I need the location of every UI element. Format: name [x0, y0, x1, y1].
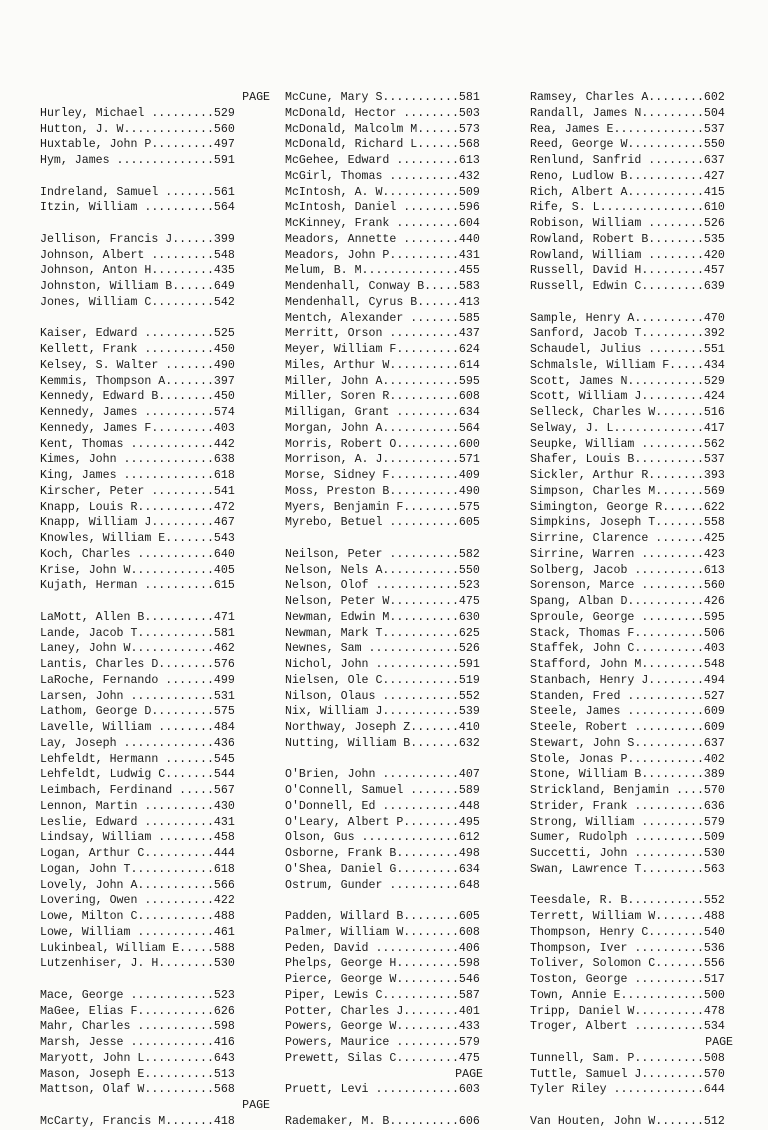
index-entry: Rea, James E.............537	[530, 122, 725, 136]
index-entry: Peden, David ............406	[285, 941, 480, 955]
index-entry: Johnson, Anton H.........435	[40, 264, 235, 278]
index-entry: Troger, Albert ..........534	[530, 1020, 725, 1034]
index-entry: Renlund, Sanfrid ........637	[530, 154, 725, 167]
index-entry: Stack, Thomas F..........506	[530, 626, 725, 640]
index-entry: Nichol, John ............591	[285, 658, 480, 671]
section-gap	[40, 594, 272, 610]
index-entry: Tripp, Daniel W..........478	[530, 1004, 725, 1018]
index-entry: Prewett, Silas C.........475	[285, 1051, 480, 1065]
index-entry: Sanford, Jacob T.........392	[530, 327, 725, 341]
index-entry: Lande, Jacob T...........581	[40, 626, 235, 640]
index-entry: Lathom, George D.........575	[40, 705, 235, 719]
section-gap	[285, 752, 485, 768]
index-entry: Mendenhall, Cyrus B......413	[285, 295, 480, 309]
index-entry: Lowe, Milton C...........488	[40, 910, 235, 923]
index-entry: Kimes, John .............638	[40, 453, 235, 467]
index-entry: Kellett, Frank ..........450	[40, 343, 235, 356]
section-gap	[530, 295, 735, 311]
index-entry: Mentch, Alexander .......585	[285, 311, 480, 325]
index-entry: Johnson, Albert .........548	[40, 248, 235, 262]
index-entry: Myers, Benjamin F........575	[285, 500, 480, 514]
index-entry: Sorenson, Marce .........560	[530, 579, 725, 593]
index-entry: Leslie, Edward ..........431	[40, 815, 235, 829]
section-gap	[285, 1098, 485, 1114]
index-entry: Huxtable, John P.........497	[40, 138, 235, 152]
index-entry: Lowe, William ...........461	[40, 925, 235, 939]
index-entry: Selleck, Charles W.......516	[530, 406, 725, 419]
index-entry: Strider, Frank ..........636	[530, 799, 725, 813]
index-entry: Newman, Mark T...........625	[285, 626, 480, 640]
index-entry: McIntosh, Daniel ........596	[285, 201, 480, 215]
index-entry: Strong, William .........579	[530, 815, 725, 829]
index-entry: Tyler Riley .............644	[530, 1083, 725, 1097]
index-entry: Swan, Lawrence T.........563	[530, 862, 725, 876]
index-entry: Moss, Preston B..........490	[285, 484, 480, 498]
index-entry: Kennedy, Edward B........450	[40, 390, 235, 404]
index-column-2	[285, 90, 485, 1130]
index-entry: Sirrine, Warren .........423	[530, 547, 725, 561]
index-entry: Krise, John W............405	[40, 563, 235, 577]
index-entry: Thompson, Iver ..........536	[530, 941, 725, 955]
index-entry: Nelson, Nels A...........550	[285, 563, 480, 577]
index-entry: Hurley, Michael .........529	[40, 106, 235, 120]
index-entry: Lindsay, William ........458	[40, 831, 235, 845]
index-entry: Morrison, A. J...........571	[285, 453, 480, 467]
index-entries	[530, 90, 735, 1130]
index-entry: Palmer, William W........608	[285, 925, 480, 939]
index-entry: Kelsey, S. Walter .......490	[40, 358, 235, 372]
index-entry: Itzin, William ..........564	[40, 201, 235, 215]
index-entry: Newman, Edwin M..........630	[285, 610, 480, 624]
index-entry: Kirscher, Peter .........541	[40, 484, 235, 498]
index-entry: Jellison, Francis J......399	[40, 232, 235, 246]
index-entry: Strickland, Benjamin ....570	[530, 784, 725, 797]
index-entry: Sample, Henry A..........470	[530, 311, 725, 325]
index-entry: Teesdale, R. B...........552	[530, 894, 725, 908]
index-entry: Simpkins, Joseph T.......558	[530, 516, 725, 530]
section-gap	[530, 878, 735, 894]
index-entry: Tunnell, Sam. P..........508	[530, 1051, 725, 1065]
section-gap	[40, 972, 272, 988]
index-entry: Russell, David H.........457	[530, 264, 725, 278]
index-entry: Piper, Lewis C...........587	[285, 988, 480, 1002]
index-entry: McDonald, Hector ........503	[285, 106, 480, 120]
section-gap	[40, 216, 272, 232]
index-entry: Stone, William B.........389	[530, 768, 725, 782]
index-entry: Nelson, Olof ............523	[285, 579, 480, 593]
index-entry: Reno, Ludlow B...........427	[530, 169, 725, 183]
index-entry: Miller, Soren R..........608	[285, 390, 480, 404]
index-entry: O'Leary, Albert P........495	[285, 815, 480, 829]
index-entry: Nielsen, Ole C...........519	[285, 673, 480, 687]
index-entry: Rife, S. L...............610	[530, 201, 725, 215]
index-entry: Russell, Edwin C.........639	[530, 280, 725, 293]
index-entry: Succetti, John ..........530	[530, 847, 725, 860]
page-column-header: PAGE	[705, 1036, 733, 1049]
section-gap	[40, 311, 272, 327]
index-entry: Scott, James N...........529	[530, 374, 725, 388]
index-entry: Lovering, Owen ..........422	[40, 894, 235, 908]
index-entry: Osborne, Frank B.........498	[285, 847, 480, 860]
index-entries	[285, 90, 485, 1130]
index-entry: Stanbach, Henry J........494	[530, 673, 725, 687]
index-entry: Powers, Maurice .........579	[285, 1036, 480, 1049]
index-entry: Mace, George ............523	[40, 988, 235, 1002]
index-entry: Morris, Robert O.........600	[285, 437, 480, 451]
index-entry: Toliver, Solomon C.......556	[530, 957, 725, 971]
index-entry: Meyer, William F.........624	[285, 343, 480, 356]
index-entry: Scott, William J.........424	[530, 390, 725, 404]
index-entry: Maryott, John L..........643	[40, 1051, 235, 1065]
index-entry: LaMott, Allen B..........471	[40, 610, 235, 624]
index-entry: Laney, John W............462	[40, 642, 235, 656]
index-entry: Merritt, Orson ..........437	[285, 327, 480, 341]
index-entry: Potter, Charles J........401	[285, 1004, 480, 1018]
index-entry: Logan, John T............618	[40, 862, 235, 876]
index-entry: Lehfeldt, Ludwig C.......544	[40, 768, 235, 782]
index-entry: O'Shea, Daniel G.........634	[285, 862, 480, 876]
index-entry: Shafer, Louis B..........537	[530, 453, 725, 467]
index-entry: Sproule, George .........595	[530, 610, 725, 624]
index-entry: Pierce, George W.........546	[285, 973, 480, 986]
index-entry: Sumer, Rudolph ..........509	[530, 831, 725, 845]
index-entry: Miles, Arthur W..........614	[285, 358, 480, 372]
index-entry: McCune, Mary S...........581	[285, 91, 480, 104]
index-entry: Ostrum, Gunder ..........648	[285, 878, 480, 892]
index-entry: Rowland, Robert B........535	[530, 232, 725, 246]
index-entry: Town, Annie E............500	[530, 988, 725, 1002]
index-entry: Van Houten, John W.......512	[530, 1114, 725, 1128]
index-entry: Marsh, Jesse ............416	[40, 1036, 235, 1049]
index-entry: MaGee, Elias F...........626	[40, 1004, 235, 1018]
index-entry: Mahr, Charles ...........598	[40, 1020, 235, 1034]
index-entry: Kaiser, Edward ..........525	[40, 327, 235, 341]
index-entry: Rademaker, M. B..........606	[285, 1114, 480, 1128]
index-entry: Standen, Fred ...........527	[530, 689, 725, 703]
index-entry: Spang, Alban D...........426	[530, 595, 725, 608]
index-column-1	[40, 90, 272, 1130]
index-entry: Leimbach, Ferdinand .....567	[40, 784, 235, 797]
section-gap	[285, 531, 485, 547]
index-entry: McGehee, Edward .........613	[285, 154, 480, 167]
index-entry: Ramsey, Charles A........602	[530, 91, 725, 104]
index-entry: King, James .............618	[40, 469, 235, 482]
index-entry: Nelson, Peter W..........475	[285, 595, 480, 608]
index-entry: Lay, Joseph .............436	[40, 736, 235, 750]
index-entry: Neilson, Peter ..........582	[285, 547, 480, 561]
section-gap	[530, 1098, 735, 1114]
index-entry: Lovely, John A...........566	[40, 878, 235, 892]
index-entry: Milligan, Grant .........634	[285, 406, 480, 419]
index-entry: Padden, Willard B........605	[285, 910, 480, 923]
index-entry: Lavelle, William ........484	[40, 721, 235, 734]
index-entry: O'Brien, John ...........407	[285, 768, 480, 782]
index-entry: Seupke, William .........562	[530, 437, 725, 451]
index-entry: Meadors, John P..........431	[285, 248, 480, 262]
index-entry: Johnston, William B......649	[40, 280, 235, 293]
index-entry: Tuttle, Samuel J.........570	[530, 1067, 725, 1081]
index-entry: Mattson, Olaf W..........568	[40, 1083, 235, 1097]
index-entry: McDonald, Malcolm M......573	[285, 122, 480, 136]
index-entry: Powers, George W.........433	[285, 1020, 480, 1034]
index-entry: Rich, Albert A...........415	[530, 185, 725, 199]
index-entry: Stafford, John M.........548	[530, 658, 725, 671]
index-entry: Nix, William J...........539	[285, 705, 480, 719]
index-entry: Hym, James ..............591	[40, 154, 235, 167]
index-entry: McKinney, Frank .........604	[285, 217, 480, 230]
index-entry: Myrebo, Betuel ..........605	[285, 516, 480, 530]
index-entry: Lukinbeal, William E.....588	[40, 941, 235, 955]
section-gap	[285, 893, 485, 909]
index-entry: Pruett, Levi ............603	[285, 1083, 480, 1097]
index-entry: Jones, William C.........542	[40, 295, 235, 309]
index-entry: Kennedy, James F.........403	[40, 421, 235, 435]
index-entry: Selway, J. L.............417	[530, 421, 725, 435]
index-entry: McDonald, Richard L......568	[285, 138, 480, 152]
index-entry: Kent, Thomas ............442	[40, 437, 235, 451]
index-entry: Terrett, William W.......488	[530, 910, 725, 923]
index-entry: Kemmis, Thompson A.......397	[40, 374, 235, 388]
index-entry: Steele, James ...........609	[530, 705, 725, 719]
index-entry: Robison, William ........526	[530, 217, 725, 230]
index-entry: Lantis, Charles D........576	[40, 658, 235, 671]
index-entry: Knapp, Louis R...........472	[40, 500, 235, 514]
index-entry: Olson, Gus ..............612	[285, 831, 480, 845]
index-entry: McIntosh, A. W...........509	[285, 185, 480, 199]
index-entry: Northway, Joseph Z.......410	[285, 721, 480, 734]
index-entry: Randall, James N.........504	[530, 106, 725, 120]
index-entry: Rowland, William ........420	[530, 248, 725, 262]
index-entry: Nilson, Olaus ...........552	[285, 689, 480, 703]
index-entry: Indreland, Samuel .......561	[40, 185, 235, 199]
index-entry: Staffek, John C..........403	[530, 642, 725, 656]
index-entry: Kennedy, James ..........574	[40, 406, 235, 419]
index-entry: Knowles, William E.......543	[40, 532, 235, 545]
page-column-header: PAGE	[242, 1099, 270, 1112]
index-entry: Morgan, John A...........564	[285, 421, 480, 435]
index-entry: Meadors, Annette ........440	[285, 232, 480, 246]
index-entry: Sickler, Arthur R........393	[530, 469, 725, 482]
index-entry: Logan, Arthur C..........444	[40, 847, 235, 860]
index-entry: Larsen, John ............531	[40, 689, 235, 703]
section-gap	[40, 169, 272, 185]
index-entry: Stole, Jonas P...........402	[530, 752, 725, 766]
index-entry: Newnes, Sam .............526	[285, 642, 480, 656]
index-entry: LaRoche, Fernando .......499	[40, 673, 235, 687]
index-entry: Melum, B. M..............455	[285, 264, 480, 278]
index-entry: Lutzenhiser, J. H........530	[40, 957, 235, 971]
index-entry: McCarty, Francis M.......418	[40, 1114, 235, 1128]
index-entry: Lehfeldt, Hermann .......545	[40, 752, 235, 766]
index-entry: Koch, Charles ...........640	[40, 547, 235, 561]
index-entry: O'Connell, Samuel .......589	[285, 784, 480, 797]
index-entry: Hutton, J. W.............560	[40, 122, 235, 136]
index-entry: Toston, George ..........517	[530, 973, 725, 986]
page-column-header: PAGE	[455, 1067, 483, 1081]
index-entry: Simpson, Charles M.......569	[530, 484, 725, 498]
index-entry: Simington, George R......622	[530, 500, 725, 514]
index-entry: Kujath, Herman ..........615	[40, 579, 235, 593]
index-entry: Morse, Sidney F..........409	[285, 469, 480, 482]
index-entry: Sirrine, Clarence .......425	[530, 532, 725, 545]
index-entry: Mendenhall, Conway B.....583	[285, 280, 480, 293]
index-entry: Lennon, Martin ..........430	[40, 799, 235, 813]
index-entries	[40, 106, 272, 1130]
index-entry: Phelps, George H.........598	[285, 957, 480, 971]
index-entry: Schaudel, Julius ........551	[530, 343, 725, 356]
index-column-3	[530, 90, 735, 1130]
index-entry: Mason, Joseph E..........513	[40, 1067, 235, 1081]
index-entry: Nutting, William B.......632	[285, 736, 480, 750]
index-entry: Miller, John A...........595	[285, 374, 480, 388]
index-entry: McGirl, Thomas ..........432	[285, 169, 480, 183]
index-entry: Solberg, Jacob ..........613	[530, 563, 725, 577]
index-entry: Schmalsle, William F.....434	[530, 358, 725, 372]
index-entry: Steele, Robert ..........609	[530, 721, 725, 734]
index-entry: Thompson, Henry C........540	[530, 925, 725, 939]
index-entry: O'Donnell, Ed ...........448	[285, 799, 480, 813]
index-entry: Stewart, John S..........637	[530, 736, 725, 750]
index-entry: Knapp, William J.........467	[40, 516, 235, 530]
page-column-header: PAGE	[242, 91, 270, 104]
index-entry: Reed, George W...........550	[530, 138, 725, 152]
